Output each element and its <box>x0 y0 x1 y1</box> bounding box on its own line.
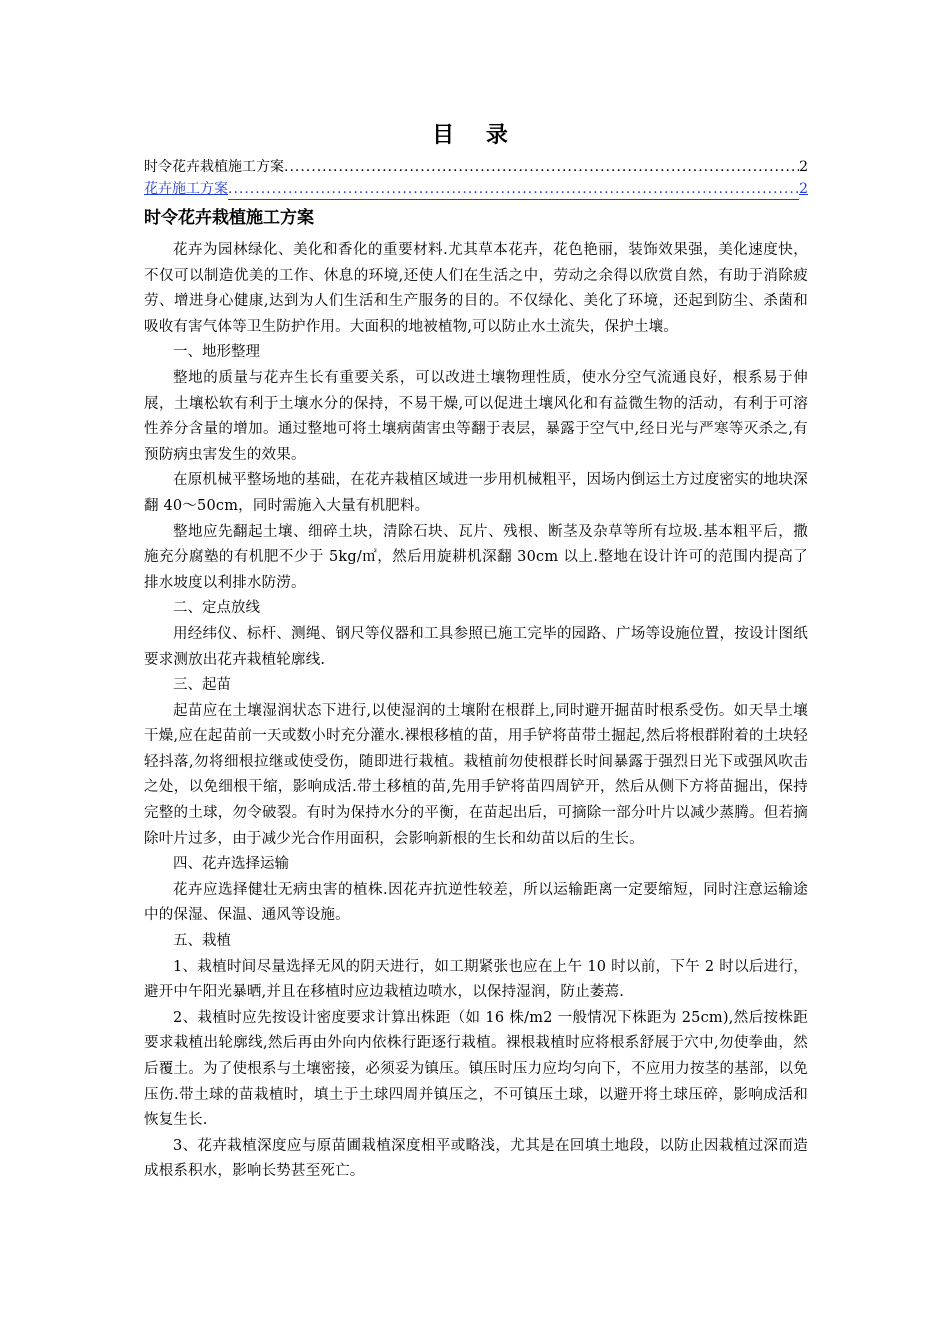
document-page <box>144 120 808 1185</box>
section-paragraph: 在原机械平整场地的基础，在花卉栽植区域进一步用机械粗平，因场内倒运土方过度密实的地块深翻 40～50cm，同时需施入大量有机肥料。 <box>144 472 808 514</box>
toc-entry-page: 2 <box>799 159 808 175</box>
section-paragraph: 整地应先翻起土壤、细碎土块，清除石块、瓦片、残根、断茎及杂草等所有垃圾.基本粗平后，撒施充分腐塾的有机肥不少于 5kg/㎡，然后用旋耕机深翻 30cm 以上.整地在设计许可的范围内提高了排水坡度以利排水防涝。 <box>144 523 808 591</box>
section-title-lifting: 三、起苗 <box>173 677 231 694</box>
toc-entry-page: 2 <box>799 181 808 197</box>
toc-title: 目 录 <box>432 122 520 148</box>
toc-entry-1[interactable] <box>144 156 808 178</box>
section-title-layout: 二、定点放线 <box>173 600 260 617</box>
section-paragraph: 3、花卉栽植深度应与原苗圃栽植深度相平或略浅，尤其是在回填土地段，以防止因栽植过深而造成根系积水，影响长势甚至死亡。 <box>144 1137 808 1180</box>
toc-leader-dots <box>228 180 799 200</box>
toc-entry-2-link[interactable] <box>144 178 808 200</box>
section-title-planting: 五、栽植 <box>173 933 231 950</box>
section-paragraph: 整地的质量与花卉生长有重要关系，可以改进土壤物理性质，使水分空气流通良好，根系易于伸展，土壤松软有利于土壤水分的保持，不易干燥,可以促进土壤风化和有益微生物的活动，有利于可溶性养分含量的增加。通过整地可将土壤病菌害虫等翻于表层，暴露于空气中,经日光与严寒等灭杀之,有预防病虫害发生的效果。 <box>144 369 808 463</box>
section-title-terrain: 一、地形整理 <box>173 344 260 361</box>
document-heading: 时令花卉栽植施工方案 <box>144 208 314 228</box>
toc-entry-text: 花卉施工方案 <box>144 181 228 197</box>
section-title-selection-transport: 四、花卉选择运输 <box>173 856 289 873</box>
section-paragraph: 起苗应在土壤湿润状态下进行,以使湿润的土壤附在根群上,同时避开掘苗时根系受伤。如天旱土壤干燥,应在起苗前一天或数小时充分灌水.裸根移植的苗，用手铲将苗带土掘起,然后将根群附着的土块轻轻抖落,勿将细根拉继或使受伤，随即进行栽植。栽植前勿使根群长时间暴露于强烈日光下或强风吹击之处，以免细根干缩，影响成活.带土移植的苗,先用手铲将苗四周铲开，然后从侧下方将苗掘出，保持完整的土球，勿令破裂。有时为保持水分的平衡，在苗起出后，可摘除一部分叶片以减少蒸腾。但若摘除叶片过多，由于减少光合作用面积，会影响新根的生长和幼苗以后的生长。 <box>144 702 808 847</box>
toc-leader-dots <box>284 156 799 178</box>
intro-paragraph: 花卉为园林绿化、美化和香化的重要材料.尤其草本花卉，花色艳丽，装饰效果强，美化速度快，不仅可以制造优美的工作、休息的环境,还使人们在生活之中，劳动之余得以欣赏自然，有助于消除疲劳、增进身心健康,达到为人们生活和生产服务的目的。不仅绿化、美化了环境，还起到防尘、杀菌和吸收有害气体等卫生防护作用。大面积的地被植物,可以防止水土流失，保护土壤。 <box>144 242 808 335</box>
section-paragraph: 用经纬仪、标杆、测绳、钢尺等仪器和工具参照已施工完毕的园路、广场等设施位置，按设计图纸要求测放出花卉栽植轮廓线. <box>144 625 808 668</box>
section-paragraph: 花卉应选择健壮无病虫害的植株.因花卉抗逆性较差，所以运输距离一定要缩短，同时注意运输途中的保湿、保温、通风等设施。 <box>144 881 808 924</box>
toc-entry-text: 时令花卉栽植施工方案 <box>144 159 284 175</box>
section-paragraph: 1、栽植时间尽量选择无风的阴天进行，如工期紧张也应在上午 10 时以前，下午 2 时以后进行，避开中午阳光暴晒,并且在移植时应边栽植边喷水，以保持湿润，防止萎蔫. <box>144 958 808 1001</box>
section-paragraph: 2、栽植时应先按设计密度要求计算出株距（如 16 株/m2 一般情况下株距为 25cm),然后按株距要求栽植出轮廓线,然后再由外向内依株行距逐行栽植。裸根栽植时应将根系舒展于穴中,勿使拳曲，然后覆土。为了使根系与土壤密接，必须妥为镇压。镇压时压力应均匀向下，不应用力按茎的基部，以免压伤.带土球的苗栽植时，填土于土球四周并镇压之，不可镇压土球，以避开将土球压碎，影响成活和恢复生长. <box>144 1009 808 1129</box>
